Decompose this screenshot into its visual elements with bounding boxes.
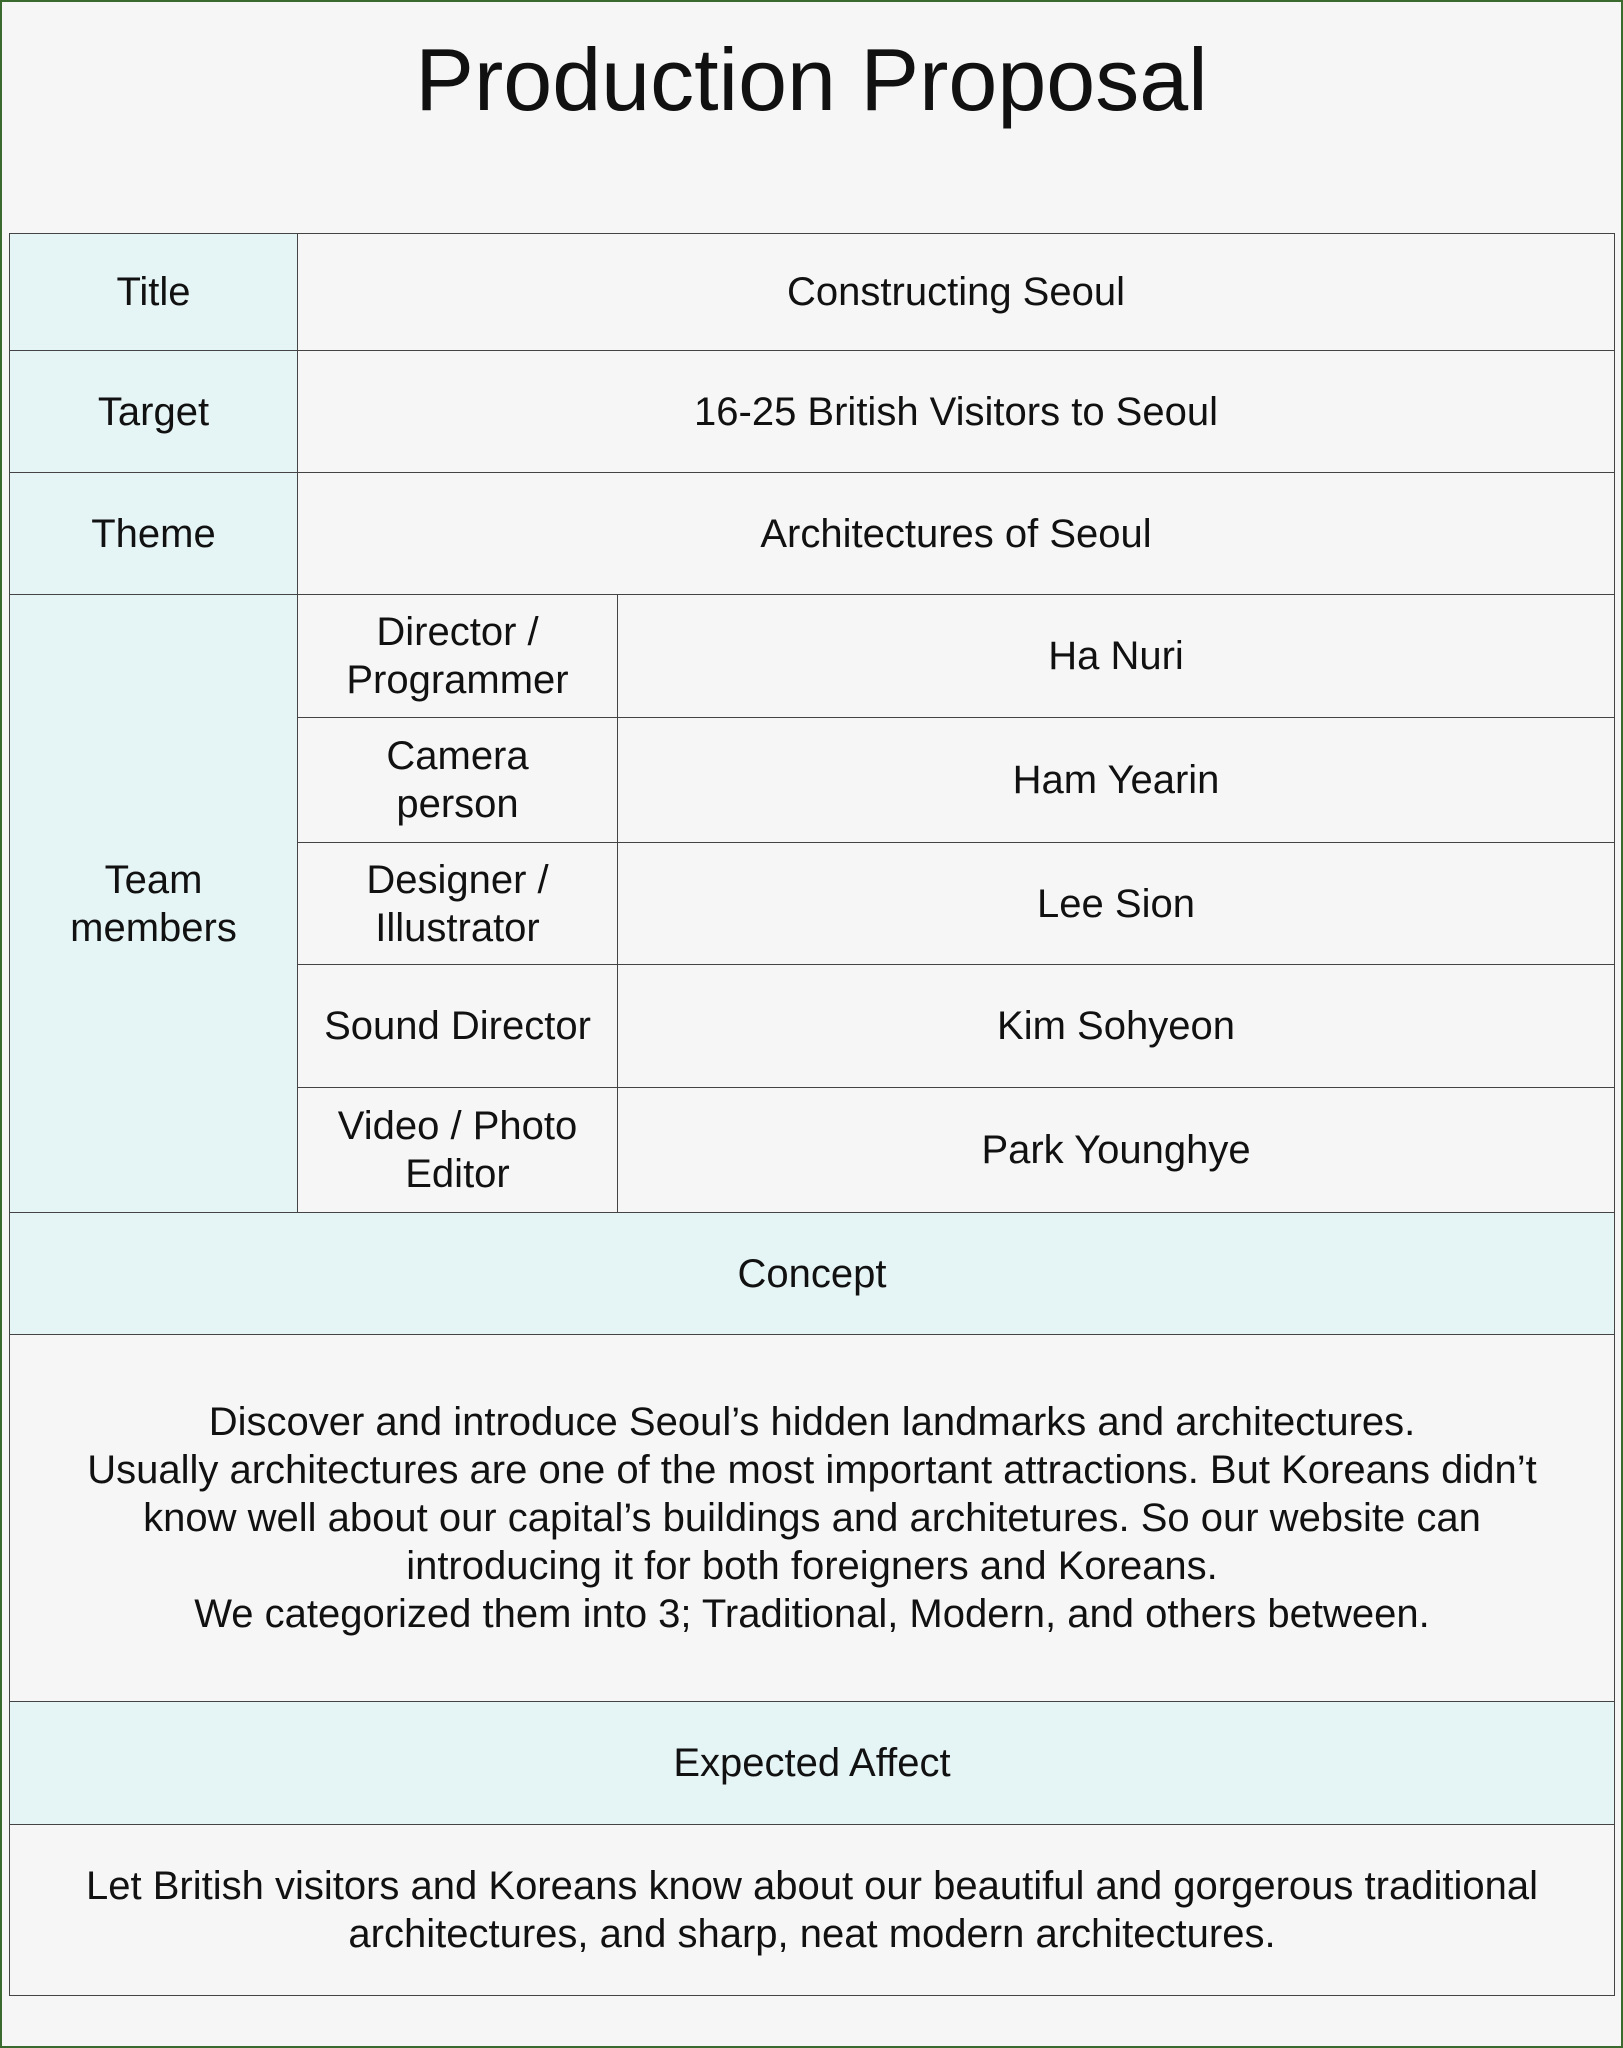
team-role-line: Editor <box>405 1152 510 1196</box>
team-label-line: members <box>70 905 237 950</box>
team-member-name: Lee Sion <box>618 843 1615 965</box>
concept-line: Usually architectures are one of the most important attractions. But Koreans didn’t <box>87 1448 1537 1492</box>
team-role <box>298 595 618 718</box>
expected-affect-label: Expected Affect <box>10 1702 1615 1825</box>
team-row <box>10 595 1615 718</box>
team-member-name: Ha Nuri <box>618 595 1615 718</box>
title-row <box>10 234 1615 351</box>
team-members-label <box>10 595 298 1213</box>
team-member-name: Kim Sohyeon <box>618 965 1615 1088</box>
title-value: Constructing Seoul <box>298 234 1615 351</box>
team-role: Sound Director <box>298 965 618 1088</box>
team-role <box>298 843 618 965</box>
team-role-line: Illustrator <box>375 905 540 950</box>
concept-line: introducing it for both foreigners and Koreans. <box>406 1544 1218 1588</box>
target-row <box>10 351 1615 473</box>
concept-header-row <box>10 1213 1615 1335</box>
proposal-table <box>9 233 1615 1996</box>
team-member-name: Ham Yearin <box>618 718 1615 843</box>
concept-label: Concept <box>10 1213 1615 1335</box>
team-role-line: Programmer <box>346 658 569 702</box>
expected-body-row <box>10 1825 1615 1996</box>
expected-line: architectures, and sharp, neat modern architectures. <box>348 1912 1276 1956</box>
team-role <box>298 718 618 843</box>
target-label: Target <box>10 351 298 473</box>
team-role-line: person <box>396 782 519 826</box>
concept-text <box>10 1335 1615 1702</box>
team-role-line: Camera <box>386 734 529 778</box>
title-label: Title <box>10 234 298 351</box>
team-role-line: Designer / <box>366 857 549 902</box>
expected-affect-text <box>10 1825 1615 1996</box>
theme-value: Architectures of Seoul <box>298 473 1615 595</box>
team-label-line: Team <box>104 857 203 902</box>
team-role-line: Director / <box>376 610 539 654</box>
target-value: 16-25 British Visitors to Seoul <box>298 351 1615 473</box>
theme-label: Theme <box>10 473 298 595</box>
team-role <box>298 1088 618 1213</box>
concept-line: know well about our capital’s buildings and architetures. So our website can <box>143 1496 1481 1540</box>
concept-line: Discover and introduce Seoul’s hidden landmarks and architectures. <box>208 1400 1416 1444</box>
team-role-line: Video / Photo <box>337 1104 578 1148</box>
team-member-name: Park Younghye <box>618 1088 1615 1213</box>
expected-header-row <box>10 1702 1615 1825</box>
page-title: Production Proposal <box>415 30 1208 129</box>
expected-line: Let British visitors and Koreans know about our beautiful and gorgerous traditional <box>86 1864 1538 1908</box>
concept-body-row <box>10 1335 1615 1702</box>
concept-line: We categorized them into 3; Traditional, Modern, and others between. <box>194 1592 1430 1636</box>
theme-row <box>10 473 1615 595</box>
